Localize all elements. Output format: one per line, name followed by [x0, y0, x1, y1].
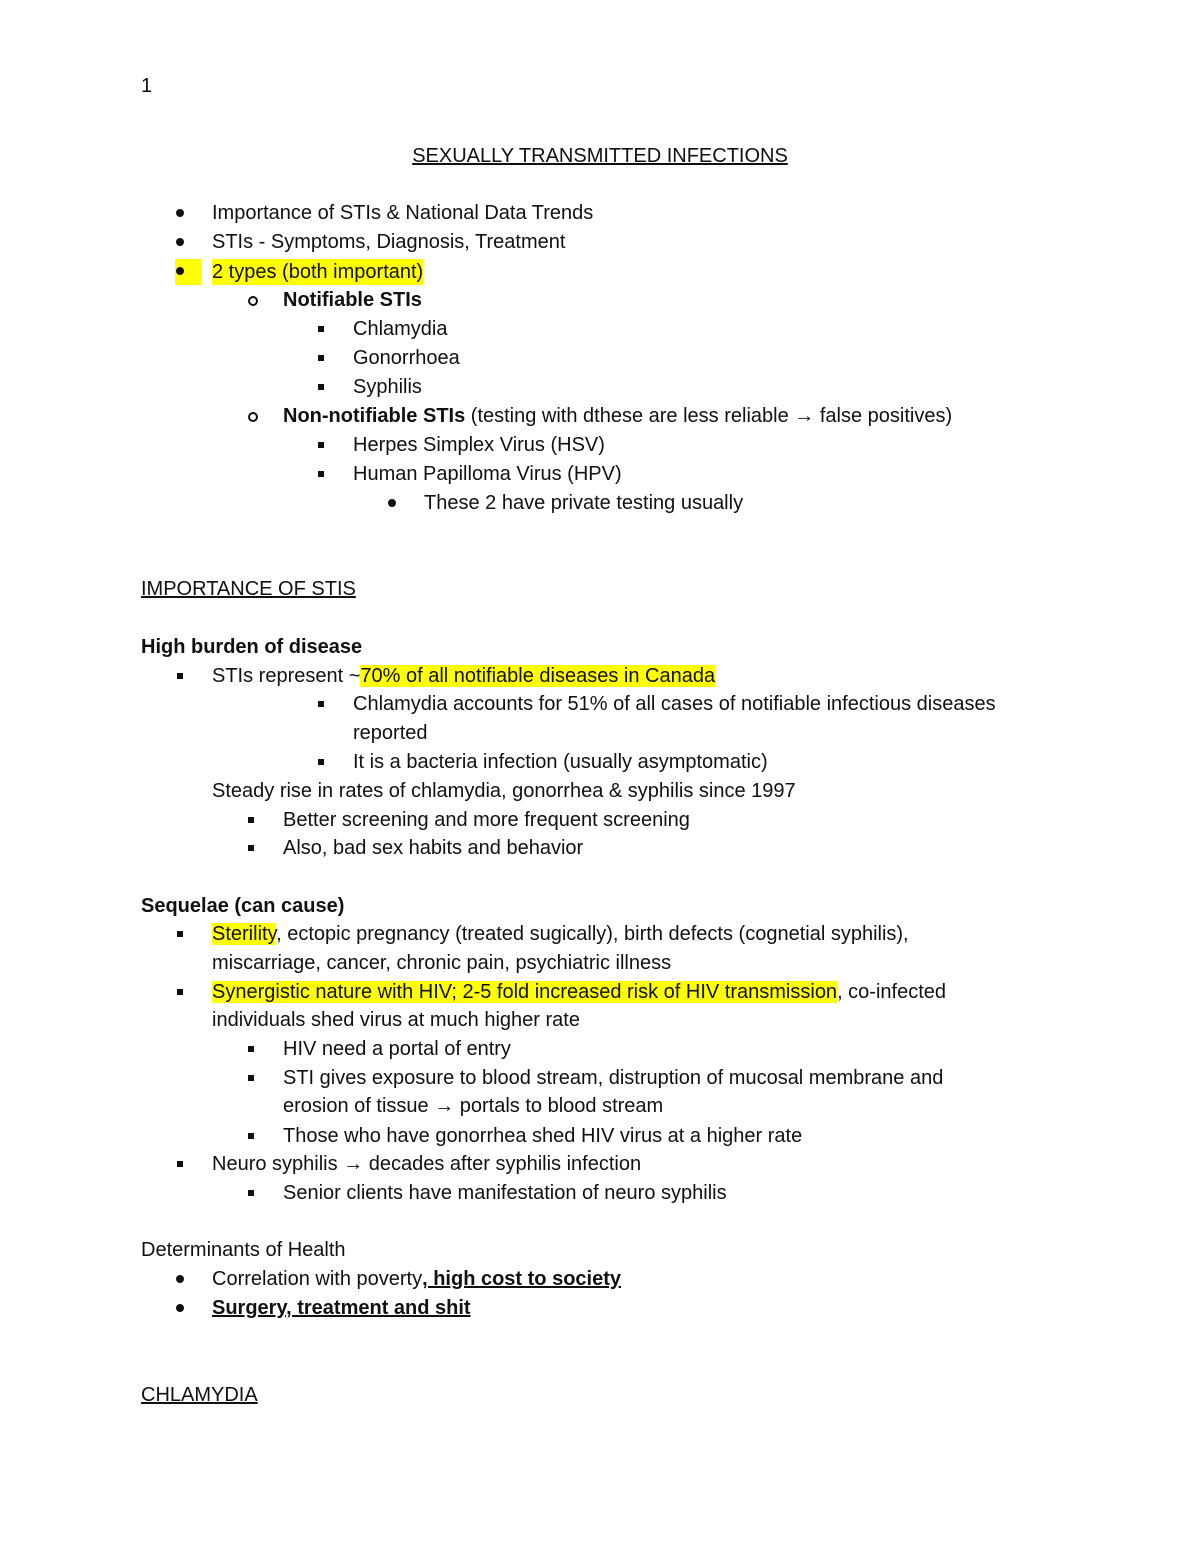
neuro-end: decades after syphilis infection [368, 1153, 642, 1175]
list-item: STI gives exposure to blood stream, distruption of mucosal membrane and [283, 1067, 944, 1089]
poverty-line [212, 1266, 621, 1292]
hiv-line [212, 979, 946, 1005]
list-item: Gonorrhoea [353, 347, 460, 369]
sterility-line [212, 921, 909, 947]
section-heading-importance: IMPORTANCE OF STIS [141, 578, 356, 600]
bullet-circle-icon [248, 296, 258, 306]
poverty-text: Correlation with poverty [212, 1268, 423, 1290]
rise-text: Steady rise in rates of chlamydia, gonorrhea & syphilis since 1997 [212, 780, 796, 802]
non-notifiable-line [283, 403, 952, 429]
list-item: Chlamydia accounts for 51% of all cases of notifiable infectious diseases [353, 693, 996, 715]
list-item: It is a bacteria infection (usually asymptomatic) [353, 751, 768, 773]
page-number: 1 [141, 75, 153, 97]
hiv-rest: , co-infected [837, 981, 947, 1003]
bullet-square-icon [248, 845, 254, 851]
list-item: HIV need a portal of entry [283, 1038, 511, 1060]
bullet-dot-icon [176, 267, 184, 275]
list-item: Chlamydia [353, 318, 448, 340]
list-item-continued: individuals shed virus at much higher rate [212, 1009, 580, 1031]
list-item: Senior clients have manifestation of neuro syphilis [283, 1182, 727, 1204]
bullet-dot-icon [176, 209, 184, 217]
bullet-dot-icon [176, 1275, 184, 1283]
bullet-dot-icon [388, 499, 396, 507]
hiv-highlight: Synergistic nature with HIV; 2-5 fold increased risk of HIV transmission [212, 981, 838, 1003]
bullet-square-icon [177, 673, 183, 679]
bullet-square-icon [318, 701, 324, 707]
page-title: SEXUALLY TRANSMITTED INFECTIONS [412, 145, 788, 167]
bullet-square-icon [177, 989, 183, 995]
list-item: Herpes Simplex Virus (HSV) [353, 434, 605, 456]
non-notifiable-label: Non-notifiable STIs [283, 405, 466, 427]
list-item: Also, bad sex habits and behavior [283, 837, 584, 859]
list-item: Human Papilloma Virus (HPV) [353, 463, 622, 485]
arrow-right-icon: → [343, 1153, 364, 1175]
non-notifiable-note-end: false positives) [819, 405, 953, 427]
non-notifiable-note: (testing with dthese are less reliable [470, 405, 789, 427]
bullet-dot-icon [176, 238, 184, 246]
stis-prefix: STIs represent ~ [212, 665, 361, 687]
bullet-square-icon [318, 384, 324, 390]
bullet-square-icon [318, 471, 324, 477]
poverty-underlined: , high cost to society [422, 1268, 622, 1290]
stis-represent [212, 663, 715, 689]
bullet-square-icon [248, 1133, 254, 1139]
stis-highlight: 70% of all notifiable diseases in Canada [360, 665, 716, 687]
list-item: Better screening and more frequent screening [283, 809, 690, 831]
list-item: Those who have gonorrhea shed HIV virus at a higher rate [283, 1125, 803, 1147]
list-item-continued [283, 1093, 663, 1119]
arrow-right-icon: → [434, 1095, 455, 1117]
erosion-text: erosion of tissue [283, 1095, 429, 1117]
list-item-continued: reported [353, 722, 428, 744]
list-item: These 2 have private testing usually [424, 492, 744, 514]
list-item-types: 2 types (both important) [212, 261, 424, 283]
bullet-square-icon [177, 1161, 183, 1167]
notifiable-label: Notifiable STIs [283, 289, 422, 311]
list-item-continued: miscarriage, cancer, chronic pain, psychiatric illness [212, 952, 672, 974]
bullet-square-icon [318, 759, 324, 765]
bullet-square-icon [177, 931, 183, 937]
sequelae-heading: Sequelae (can cause) [141, 895, 345, 917]
list-item: STIs - Symptoms, Diagnosis, Treatment [212, 231, 566, 253]
neuro-text: Neuro syphilis [212, 1153, 338, 1175]
list-item: Surgery, treatment and shit [212, 1297, 471, 1319]
bullet-square-icon [318, 442, 324, 448]
sterility-highlight: Sterility [212, 923, 277, 945]
burden-heading: High burden of disease [141, 636, 363, 658]
section-heading-chlamydia: CHLAMYDIA [141, 1384, 258, 1406]
bullet-circle-icon [248, 412, 258, 422]
list-item: Importance of STIs & National Data Trends [212, 202, 594, 224]
neuro-line [212, 1151, 641, 1177]
arrow-right-icon: → [794, 405, 815, 427]
bullet-square-icon [248, 1046, 254, 1052]
list-item: Syphilis [353, 376, 422, 398]
bullet-dot-icon [176, 1304, 184, 1312]
bullet-square-icon [248, 1190, 254, 1196]
bullet-square-icon [318, 355, 324, 361]
bullet-square-icon [318, 326, 324, 332]
determinants-heading: Determinants of Health [141, 1239, 346, 1261]
sterility-rest: , ectopic pregnancy (treated sugically), birth defects (cognetial syphilis), [276, 923, 909, 945]
bullet-square-icon [248, 1075, 254, 1081]
bullet-square-icon [248, 817, 254, 823]
portals-text: portals to blood stream [459, 1095, 664, 1117]
